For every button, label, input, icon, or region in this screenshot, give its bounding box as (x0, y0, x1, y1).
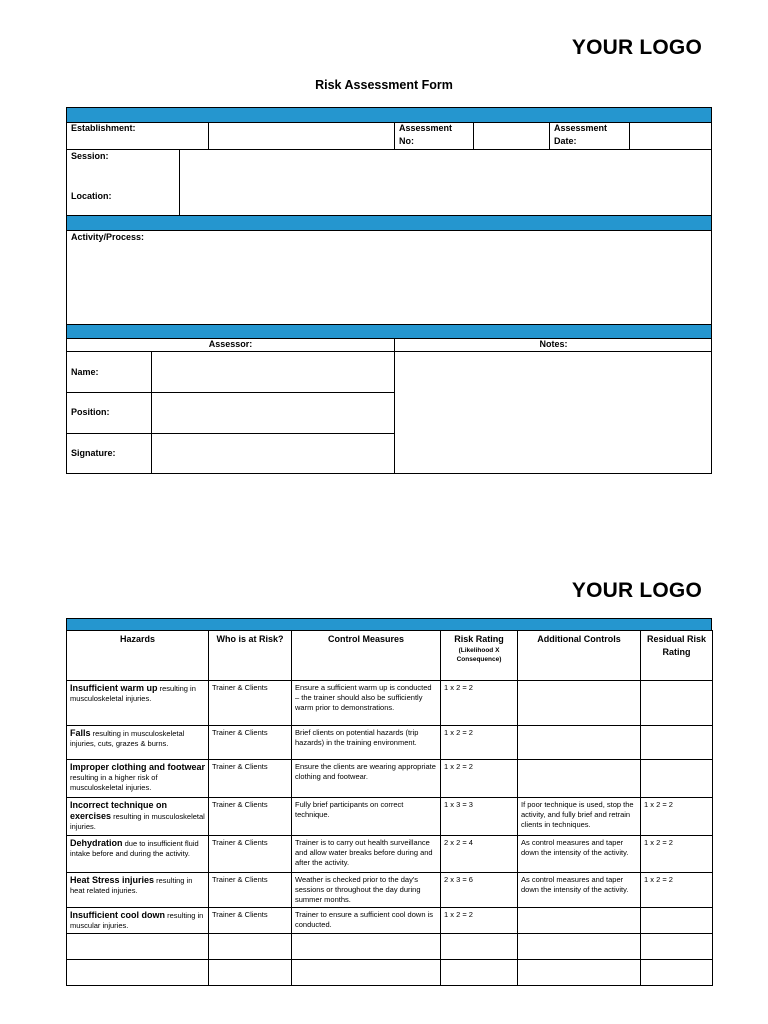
residual-risk-cell: 1 x 2 = 2 (641, 798, 713, 836)
hazard-name: Insufficient warm up (70, 683, 158, 693)
additional-controls-cell (518, 908, 641, 934)
control-measures-cell: Weather is checked prior to the day's sessions or throughout the day during summer months. (292, 873, 441, 908)
signature-label: Signature: (71, 448, 116, 458)
residual-risk-cell: 1 x 2 = 2 (641, 873, 713, 908)
additional-controls-cell: As control measures and taper down the intensity of the activity. (518, 836, 641, 873)
residual-risk-cell (641, 960, 713, 986)
session-label: Session: (71, 151, 109, 161)
additional-controls-cell: As control measures and taper down the intensity of the activity. (518, 873, 641, 908)
who-at-risk-cell: Trainer & Clients (209, 873, 292, 908)
control-measures-cell: Brief clients on potential hazards (trip hazards) in the training environment. (292, 726, 441, 760)
hazard-name: Dehydration (70, 838, 123, 848)
hazard-cell (67, 873, 209, 908)
table-row (67, 960, 713, 986)
residual-risk-cell: 1 x 2 = 2 (641, 836, 713, 873)
risk-rating-cell (441, 934, 518, 960)
control-measures-cell: Fully brief participants on correct technique. (292, 798, 441, 836)
logo-text: YOUR LOGO (571, 579, 702, 602)
additional-controls-cell (518, 726, 641, 760)
hazard-cell (67, 798, 209, 836)
position-label: Position: (71, 407, 110, 417)
risk-rating-cell (441, 960, 518, 986)
control-measures-cell: Ensure a sufficient warm up is conducted – the trainer should also be sufficiently warm prior to demonstrations. (292, 681, 441, 726)
who-at-risk-cell: Trainer & Clients (209, 836, 292, 873)
notes-header: Notes: (539, 339, 568, 349)
additional-controls-cell (518, 934, 641, 960)
name-field[interactable] (152, 352, 394, 392)
table-row (67, 836, 713, 873)
section-bar (67, 215, 711, 230)
hazard-name: Insufficient cool down (70, 910, 165, 920)
form-title: Risk Assessment Form (315, 78, 453, 92)
who-at-risk-cell: Trainer & Clients (209, 726, 292, 760)
table-row (67, 798, 713, 836)
risk-rating-title: Risk Rating (454, 634, 504, 644)
col-risk-rating (441, 631, 518, 681)
table-row (67, 908, 713, 934)
hazard-cell (67, 836, 209, 873)
risk-rating-cell: 1 x 2 = 2 (441, 908, 518, 934)
notes-field[interactable] (395, 352, 711, 473)
hazard-name: Improper clothing and footwear (70, 762, 206, 772)
table-row (67, 726, 713, 760)
who-at-risk-cell (209, 934, 292, 960)
hazard-detail: resulting in muscular injuries. (70, 911, 204, 930)
col-control-measures: Control Measures (292, 631, 441, 681)
residual-risk-cell (641, 726, 713, 760)
col-residual-risk: Residual Risk Rating (641, 631, 713, 681)
control-measures-cell: Trainer to ensure a sufficient cool down is conducted. (292, 908, 441, 934)
additional-controls-cell (518, 681, 641, 726)
additional-controls-cell (518, 960, 641, 986)
header-bar (67, 108, 711, 122)
hazard-name: Incorrect technique on exercises (70, 800, 168, 821)
assessor-header: Assessor: (208, 339, 253, 349)
table-row (67, 873, 713, 908)
residual-risk-cell (641, 681, 713, 726)
control-measures-cell (292, 960, 441, 986)
hazard-detail: resulting in heat related injuries. (70, 876, 193, 895)
assessment-date-label: Assessment Date: (554, 123, 608, 146)
hazard-cell (67, 726, 209, 760)
residual-risk-cell (641, 760, 713, 798)
position-field[interactable] (152, 393, 394, 433)
risk-rating-cell: 2 x 2 = 4 (441, 836, 518, 873)
residual-risk-cell (641, 908, 713, 934)
risk-rating-cell: 2 x 3 = 6 (441, 873, 518, 908)
assessment-no-label: Assessment No: (399, 123, 453, 146)
signature-field[interactable] (152, 434, 394, 473)
assessment-date-field[interactable] (630, 123, 711, 149)
hazard-name: Falls (70, 728, 91, 738)
who-at-risk-cell: Trainer & Clients (209, 681, 292, 726)
hazard-cell (67, 681, 209, 726)
risk-rating-sub: (Likelihood X Consequence) (456, 647, 502, 663)
who-at-risk-cell: Trainer & Clients (209, 908, 292, 934)
establishment-field[interactable] (209, 123, 394, 149)
risk-rating-cell: 1 x 2 = 2 (441, 726, 518, 760)
name-label: Name: (71, 367, 99, 377)
section-bar (67, 324, 711, 338)
table-row (67, 934, 713, 960)
hazard-cell (67, 960, 209, 986)
hazard-detail: due to insufficient fluid intake before and during the activity. (70, 839, 199, 858)
additional-controls-cell: If poor technique is used, stop the activity, and fully brief and retrain clients in techniques. (518, 798, 641, 836)
hazard-cell (67, 934, 209, 960)
control-measures-cell: Trainer is to carry out health surveillance and allow water breaks before during and after the activity. (292, 836, 441, 873)
control-measures-cell: Ensure the clients are wearing appropriate clothing and footwear. (292, 760, 441, 798)
table-row (67, 760, 713, 798)
hazard-detail: resulting in musculoskeletal injuries. (70, 684, 196, 703)
hazard-detail: resulting in musculoskeletal injuries, cuts, grazes & burns. (70, 729, 185, 748)
risk-rating-cell: 1 x 3 = 3 (441, 798, 518, 836)
risk-table (66, 630, 713, 986)
risk-rating-cell: 1 x 2 = 2 (441, 681, 518, 726)
establishment-label: Establishment: (71, 123, 136, 133)
control-measures-cell (292, 934, 441, 960)
activity-label: Activity/Process: (71, 232, 145, 242)
hazard-cell (67, 908, 209, 934)
who-at-risk-cell (209, 960, 292, 986)
hazard-detail: resulting in musculoskeletal injuries. (70, 812, 205, 831)
assessment-no-field[interactable] (474, 123, 549, 149)
who-at-risk-cell: Trainer & Clients (209, 760, 292, 798)
col-additional-controls: Additional Controls (518, 631, 641, 681)
logo-text: YOUR LOGO (571, 36, 702, 59)
col-hazards: Hazards (67, 631, 209, 681)
col-who-at-risk: Who is at Risk? (209, 631, 292, 681)
hazard-name: Heat Stress injuries (70, 875, 155, 885)
hazard-cell (67, 760, 209, 798)
activity-field[interactable] (67, 245, 711, 324)
risk-rating-cell: 1 x 2 = 2 (441, 760, 518, 798)
residual-risk-cell (641, 934, 713, 960)
hazard-detail: resulting in a higher risk of musculoskeletal injuries. (70, 773, 158, 792)
location-label: Location: (71, 191, 112, 201)
who-at-risk-cell: Trainer & Clients (209, 798, 292, 836)
additional-controls-cell (518, 760, 641, 798)
session-location-field[interactable] (180, 150, 711, 215)
table-row (67, 681, 713, 726)
